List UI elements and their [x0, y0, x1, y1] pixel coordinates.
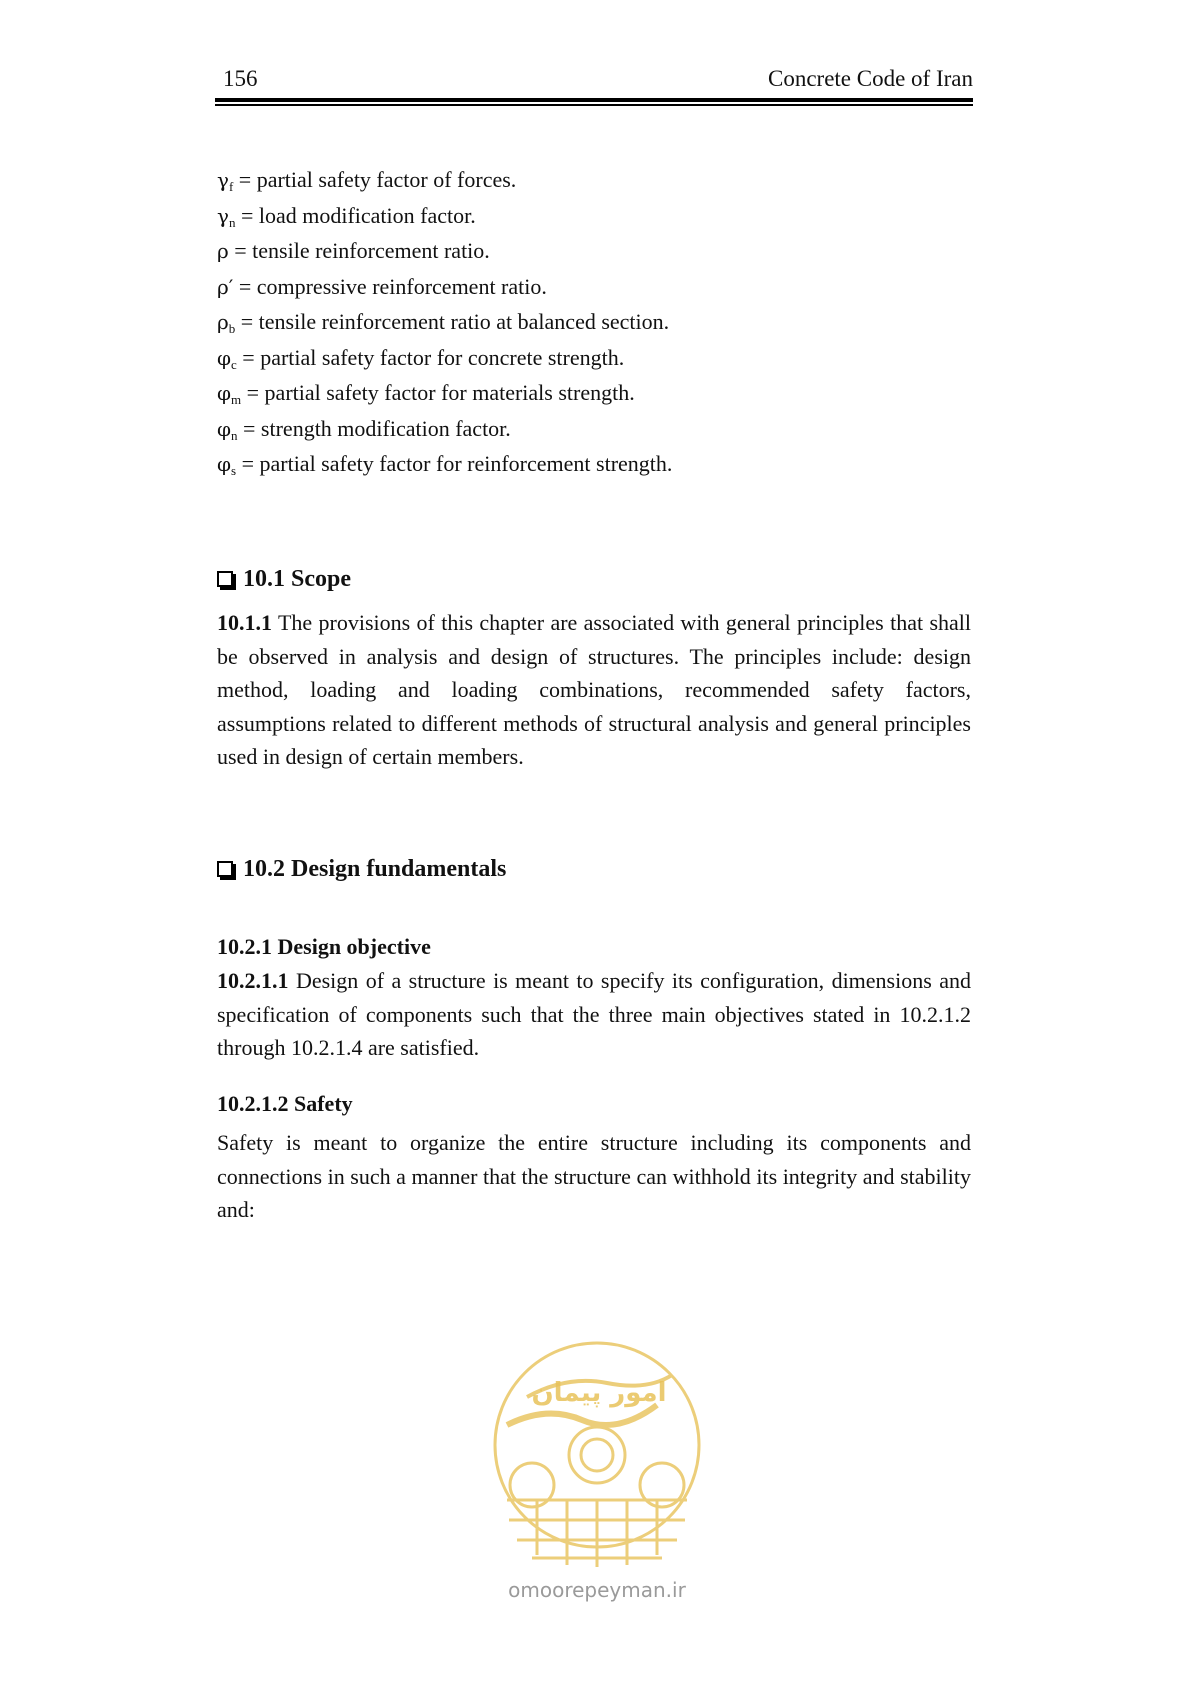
notation-list: [217, 162, 977, 482]
notation-symbol: ρ′: [217, 274, 234, 299]
notation-definition: = strength modification factor.: [237, 415, 511, 441]
notation-definition: = tensile reinforcement ratio.: [228, 238, 490, 263]
notation-item: [217, 411, 977, 447]
notation-symbol: φ: [217, 345, 232, 370]
notation-definition: = partial safety factor of forces.: [233, 167, 517, 192]
notation-subscript: n: [231, 427, 238, 443]
notation-item: [217, 233, 977, 269]
notation-subscript: n: [228, 214, 236, 230]
watermark-caption: omoorepeyman.ir: [508, 1578, 686, 1602]
clause-10-2-1-1: [217, 964, 971, 1065]
notation-item: [217, 340, 977, 376]
notation-item: [217, 162, 977, 198]
notation-symbol: φ: [217, 381, 232, 405]
section-title: 10.1 Scope: [243, 566, 351, 592]
notation-subscript: f: [228, 179, 234, 194]
section-10-1-heading: [217, 566, 971, 593]
clause-10-1-1: [217, 606, 971, 774]
safety-subheading: 10.2.1.2 Safety: [217, 1091, 353, 1116]
header-rule-thick: [215, 98, 973, 102]
notation-definition: = compressive reinforcement ratio.: [233, 273, 547, 299]
checkbox-bullet-icon: [217, 861, 233, 877]
notation-definition: = partial safety factor for materials strength.: [241, 380, 635, 405]
clause-number: 10.2.1.1: [217, 968, 289, 993]
notation-definition: = partial safety factor for concrete strength.: [236, 344, 625, 370]
section-title: 10.2 Design fundamentals: [243, 856, 507, 882]
notation-symbol: γ: [217, 203, 229, 228]
notation-symbol: φ: [217, 416, 232, 441]
notation-definition: = partial safety factor for reinforcement strength.: [236, 451, 673, 476]
notation-symbol: ρ: [217, 310, 229, 334]
notation-subscript: b: [228, 321, 236, 336]
notation-definition: = load modification factor.: [235, 202, 476, 228]
watermark-seal: [487, 1335, 707, 1605]
page-header: [215, 62, 973, 102]
header-rule-thin: [215, 104, 973, 106]
notation-definition: = tensile reinforcement ratio at balanced section.: [235, 309, 670, 334]
notation-item: [217, 269, 977, 305]
notation-item: [217, 304, 977, 340]
running-title: Concrete Code of Iran: [767, 66, 973, 91]
notation-symbol: ρ: [217, 239, 229, 263]
notation-symbol: φ: [217, 452, 232, 476]
clause-number: 10.1.1: [217, 610, 272, 635]
section-10-2-heading: [217, 856, 971, 883]
safety-paragraph: Safety is meant to organize the entire structure including its components and connections in such a manner that the structure can withhold its integrity and stability and:: [217, 1130, 971, 1222]
notation-item: [217, 375, 977, 411]
clause-text: Design of a structure is meant to specify its configuration, dimensions and specification of components such that the three main objectives stated in 10.2.1.2 through 10.2.1.4 are satisfied.: [217, 968, 971, 1060]
watermark-logo-text: امور پیمان: [531, 1378, 667, 1408]
notation-item: [217, 198, 977, 234]
notation-subscript: c: [231, 356, 237, 372]
notation-subscript: s: [231, 463, 237, 478]
notation-symbol: γ: [217, 168, 229, 192]
checkbox-bullet-icon: [217, 571, 233, 587]
page-number: 156: [223, 66, 258, 91]
notation-subscript: m: [231, 392, 242, 407]
clause-text: The provisions of this chapter are associated with general principles that shall be observed in analysis and design of structures. The principles include: design method, loading and loading combinations, recommended safety factors, assumptions related to different methods of structural analysis and general principles used in design of certain members.: [217, 610, 971, 769]
notation-item: [217, 446, 977, 482]
subsection-title: 10.2.1 Design objective: [217, 934, 431, 959]
watermark-logo: [487, 1335, 707, 1605]
